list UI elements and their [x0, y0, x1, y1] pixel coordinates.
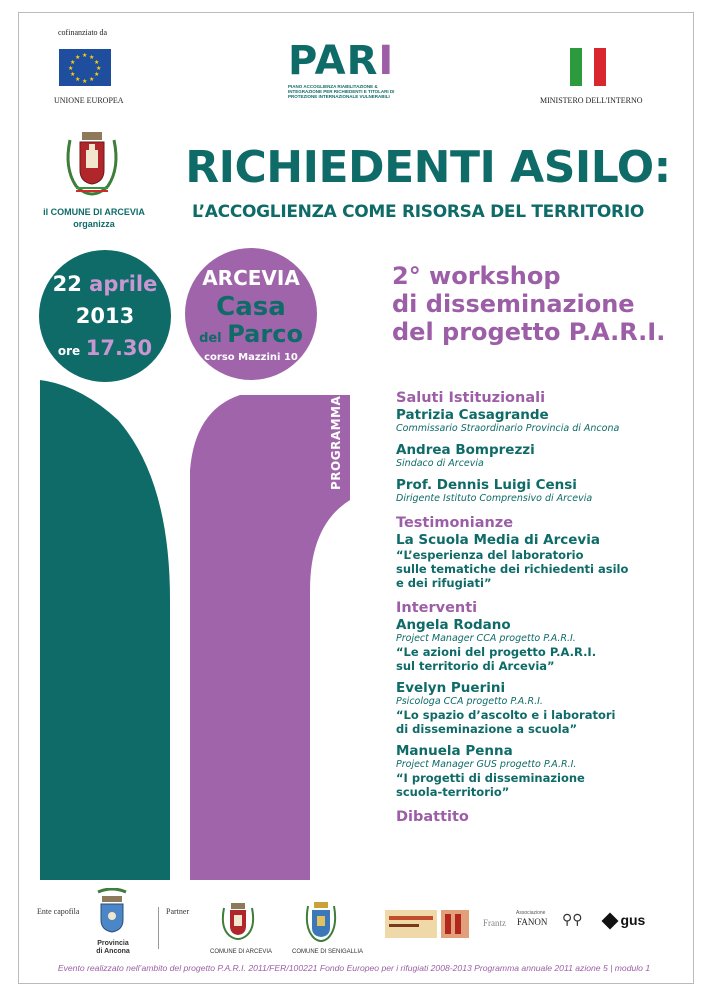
gus-label: gus [620, 912, 646, 928]
province-label [96, 940, 130, 956]
talk-title: “I progetti di disseminazione [396, 771, 585, 785]
ministry-label: MINISTERO DELL'INTERNO [540, 96, 643, 105]
senigallia-crest-icon [304, 902, 338, 944]
footer-note: Evento realizzato nell’ambito del progetto P.A.R.I. 2011/FER/100221 Fondo Europeo per i rifugiati 2008-2013 Programma annuale 2011 azione 5 | modulo 1 [57, 963, 651, 973]
speaker-name: Prof. Dennis Luigi Censi [396, 477, 577, 493]
debate-title: Dibattito [396, 809, 469, 825]
talk-title: “L’esperienza del laboratorio [396, 548, 584, 562]
venue-circle [185, 248, 317, 380]
cca-logo-icon [385, 910, 469, 938]
speaker-role: Project Manager GUS progetto P.A.R.I. [396, 759, 577, 770]
speaker-name: La Scuola Media di Arcevia [396, 532, 600, 548]
fanon-prefix: Frantz [483, 918, 506, 928]
talk-title: di disseminazione a scuola” [396, 722, 578, 736]
talk-title: “Le azioni del progetto P.A.R.I. [396, 645, 597, 659]
page-title: RICHIEDENTI ASILO: [185, 142, 671, 193]
venue-name-small: del [199, 331, 222, 346]
date-circle [39, 250, 171, 382]
programme-label: PROGRAMMA [329, 395, 343, 490]
speaker-role: Sindaco di Arcevia [396, 458, 484, 469]
venue-name-line1: Casa [216, 292, 286, 322]
greetings-title: Saluti Istituzionali [396, 390, 546, 406]
date-day: 22 [52, 272, 82, 296]
province-ancona-crest-icon [94, 888, 130, 938]
workshop-line2: di disseminazione [392, 290, 635, 318]
arcevia-footer-label: COMUNE DI ARCEVIA [210, 949, 273, 955]
organizer-name: il COMUNE DI ARCEVIA [43, 207, 145, 217]
speaker-role: Dirigente Istituto Comprensivo di Arcevia [396, 493, 593, 504]
speaker-name: Manuela Penna [396, 743, 513, 759]
speaker-role: Commissario Straordinario Provincia di Ancona [396, 423, 620, 434]
organizer-verb: organizza [73, 219, 115, 229]
venue-town: ARCEVIA [202, 266, 300, 290]
workshop-line3: del progetto P.A.R.I. [392, 318, 666, 346]
arcevia-footer-crest-icon [220, 902, 256, 942]
page-subtitle: L’ACCOGLIENZA COME RISORSA DEL TERRITORIO [192, 202, 644, 222]
pari-subtitle: PIANO ACCOGLIENZA RIABILITAZIONE & INTEGRAZIONE PER RICHIEDENTI E TITOLARI DI PROTEZIONE INTERNAZIONALE VULNERABILI [288, 84, 395, 99]
testimony-title: Testimonianze [396, 515, 514, 531]
date-month: aprile [89, 272, 158, 296]
gus-logo [604, 912, 652, 930]
speaker-role: Project Manager CCA progetto P.A.R.I. [396, 633, 576, 644]
venue-address: corso Mazzini 10 [204, 352, 298, 363]
programme [396, 390, 691, 826]
talk-title: e dei rifugiati” [396, 576, 492, 590]
talk-title: scuola-territorio” [396, 785, 510, 799]
pari-logo-text: PARI [288, 38, 395, 84]
province-label-line2: di Ancona [96, 948, 130, 955]
venue-name-line2: Parco [227, 320, 303, 348]
senigallia-label: COMUNE DI SENIGALLIA [292, 949, 364, 955]
event-time: 17.30 [85, 336, 153, 360]
interventions-title: Interventi [396, 600, 478, 616]
cofinanced-label: cofinanziato da [58, 28, 108, 37]
date-year: 2013 [75, 304, 135, 328]
fanon-name: FANON [517, 917, 548, 927]
footer-divider [158, 907, 159, 949]
province-label-line1: Provincia [97, 940, 129, 947]
talk-title: “Lo spazio d’ascolto e i laboratori [396, 708, 616, 722]
workshop-line1: 2° workshop [392, 262, 561, 290]
gus-mark-icon [602, 913, 619, 930]
workshop-heading [392, 262, 682, 346]
eu-label: UNIONE EUROPEA [54, 96, 124, 105]
talk-title: sulle tematiche dei richiedenti asilo [396, 562, 629, 576]
fanon-assoc: Associazione [516, 910, 546, 916]
lead-label: Ente capofila [37, 907, 80, 916]
speaker-name: Angela Rodano [396, 617, 511, 633]
speaker-name: Evelyn Puerini [396, 680, 506, 696]
talk-title: sul territorio di Arcevia” [396, 659, 555, 673]
partner-label: Partner [166, 907, 190, 916]
eu-flag-icon: ★ ★ ★ ★ ★ ★ ★ ★ ★ ★ ★ ★ [59, 49, 111, 86]
speaker-name: Patrizia Casagrande [396, 407, 549, 423]
time-prefix: ore [57, 344, 81, 358]
speaker-role: Psicologa CCA progetto P.A.R.I. [396, 696, 543, 707]
fanon-figures-icon: ⚲⚲ [562, 911, 583, 927]
speaker-name: Andrea Bomprezzi [396, 442, 535, 458]
